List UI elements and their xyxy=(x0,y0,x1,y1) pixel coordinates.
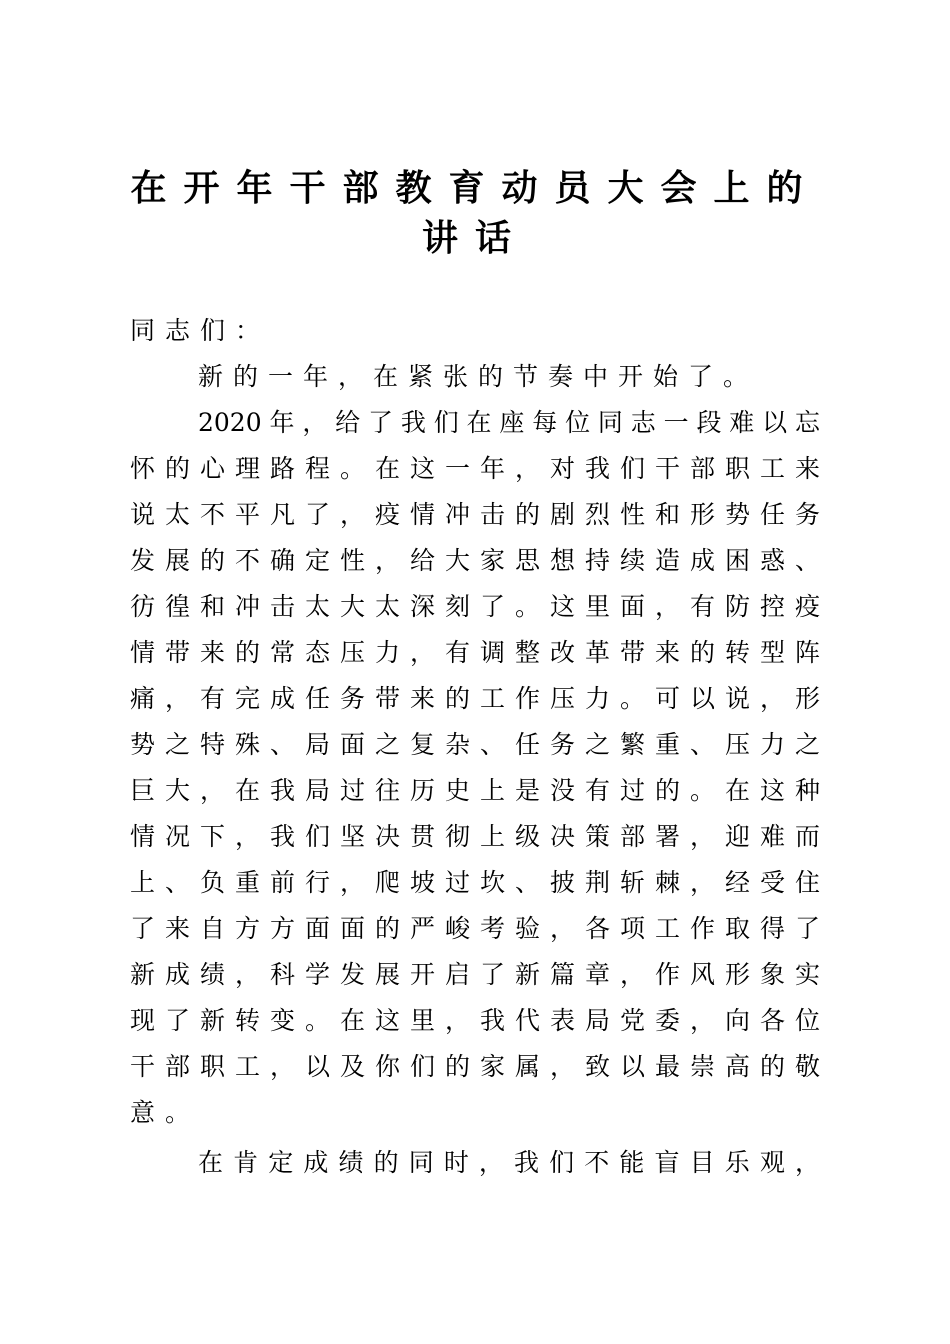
body-line: 在肯定成绩的同时，我们不能盲目乐观， xyxy=(198,1148,820,1177)
body-line: 上、负重前行，爬坡过坎、披荆斩棘，经受住 xyxy=(130,868,820,897)
body-line: 势之特殊、局面之复杂、任务之繁重、压力之 xyxy=(130,730,820,759)
body-line: 干部职工，以及你们的家属，致以最崇高的敬 xyxy=(130,1052,820,1081)
body-line: 2020年，给了我们在座每位同志一段难以忘 xyxy=(198,408,820,437)
document-title-line-1: 在开年干部教育动员大会上的 xyxy=(130,167,820,209)
body-line: 了来自方方面面的严峻考验，各项工作取得了 xyxy=(130,914,820,943)
document-title-line-2: 讲话 xyxy=(421,217,528,259)
body-line: 情况下，我们坚决贯彻上级决策部署，迎难而 xyxy=(130,822,820,851)
body-line: 痛，有完成任务带来的工作压力。可以说，形 xyxy=(130,684,820,713)
body-line: 发展的不确定性，给大家思想持续造成困惑、 xyxy=(130,546,820,575)
body-line: 说太不平凡了，疫情冲击的剧烈性和形势任务 xyxy=(130,500,820,529)
body-line: 巨大，在我局过往历史上是没有过的。在这种 xyxy=(130,776,820,805)
body-line: 怀的心理路程。在这一年，对我们干部职工来 xyxy=(130,454,820,483)
salutation: 同志们： xyxy=(130,316,271,345)
body-line: 现了新转变。在这里，我代表局党委，向各位 xyxy=(130,1006,820,1035)
body-line: 彷徨和冲击太大太深刻了。这里面，有防控疫 xyxy=(130,592,820,621)
body-line: 情带来的常态压力，有调整改革带来的转型阵 xyxy=(130,638,820,667)
body-line: 新成绩，科学发展开启了新篇章，作风形象实 xyxy=(130,960,820,989)
body-line: 意。 xyxy=(130,1098,201,1127)
body-line: 新的一年，在紧张的节奏中开始了。 xyxy=(198,362,759,391)
